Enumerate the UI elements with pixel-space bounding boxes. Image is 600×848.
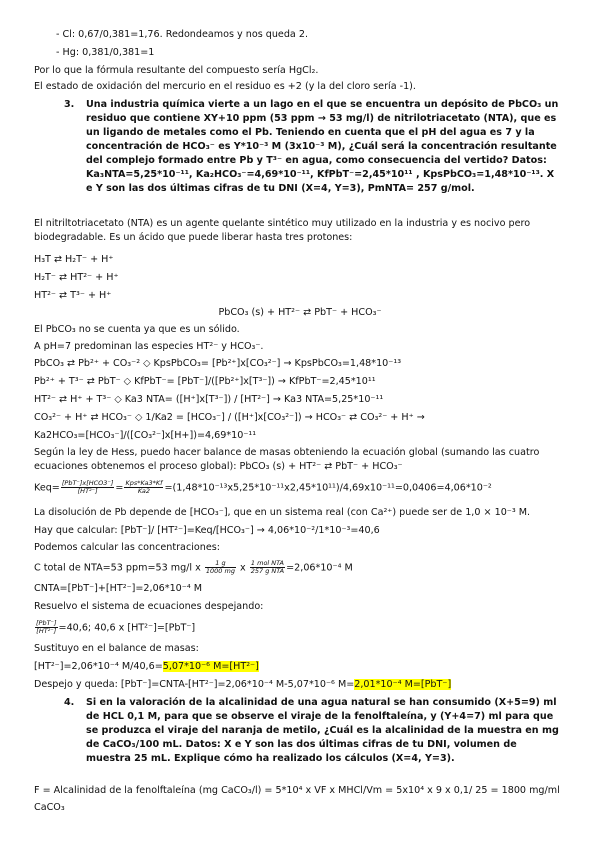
equation-line: HT²⁻ ⇄ H⁺ + T³⁻ ◇ Ka3 NTA= ([H⁺]x[T³⁻]) / [HT²⁻] → Ka3 NTA=5,25*10⁻¹¹: [34, 394, 384, 405]
equation-line: Pb²⁺ + T³⁻ ⇄ PbT⁻ ◇ KfPbT⁻= [PbT⁻]/([Pb²⁺]x[T³⁻]) → KfPbT⁻=2,45*10¹¹: [34, 376, 376, 387]
question-number: 4.: [64, 697, 75, 708]
text-line: A pH=7 predominan las especies HT²⁻ y HCO₃⁻.: [34, 341, 264, 352]
fraction-numerator: 1 g: [205, 560, 236, 568]
keq-formula: [34, 480, 566, 496]
fraction-denominator: Ka2: [137, 487, 151, 495]
highlighted-result: 2,01*10⁻⁴ M=[PbT⁻]: [354, 679, 452, 690]
text-line: Podemos calcular las concentraciones:: [34, 542, 220, 553]
formula-part: Despejo y queda: [PbT⁻]=CNTA-[HT²⁻]=2,06*10⁻⁴ M-5,07*10⁻⁶ M=: [34, 679, 355, 690]
fraction-numerator: [PbT⁻]x[HCO3⁻]: [61, 479, 114, 487]
fraction: [250, 560, 285, 575]
global-equation: PbCO₃ (s) + HT²⁻ ⇄ PbT⁻ + HCO₃⁻: [218, 307, 382, 318]
equals-sign: =: [115, 482, 124, 494]
text-line: Sustituyo en el balance de masas:: [34, 643, 199, 654]
text-line: La disolución de Pb depende de [HCO₃⁻], que en un sistema real (con Ca²⁺) puede ser de 1,0 × 10⁻³ M.: [34, 507, 531, 518]
question-text: Una industria química vierte a un lago en el que se encuentra un depósito de PbCO₃ un residuo que contiene XY+10 ppm (53 ppm → 53 mg/l) de nitrilotriacetato (NTA), que es un ligando de metales como el Pb. Teniendo en cuenta que el pH del agua es 7 y la concentración de HCO₃⁻ es Y*10⁻³ M (3x10⁻³ M), ¿Cuál será la concentración resultante del complejo formado entre Pb y T³⁻ en agua, como consecuencia del vertido? Datos: Ka₃NTA=5,25*10⁻¹¹, Ka₂HCO₃⁻=4,69*10⁻¹¹, KfPbT⁻=2,45*10¹¹ , KpsPbCO₃=1,48*10⁻¹³. X e Y son las dos últimas cifras de tu DNI (X=4, Y=3), PmNTA= 257 g/mol.: [86, 99, 559, 194]
text-line: Por lo que la fórmula resultante del compuesto sería HgCl₂.: [34, 65, 319, 76]
concentration-formula: [34, 560, 566, 576]
text-line: Hay que calcular: [PbT⁻]/ [HT²⁻]=Keq/[HCO₃⁻] → 4,06*10⁻²/1*10⁻³=40,6: [34, 525, 380, 536]
keq-label: Keq=: [34, 482, 60, 494]
equation-line: CO₃²⁻ + H⁺ ⇄ HCO₃⁻ ◇ 1/Ka2 = [HCO₃⁻] / ([H⁺]x[CO₃²⁻]) → HCO₃⁻ ⇄ CO₃²⁻ + H⁺ →: [34, 412, 425, 423]
fraction-numerator: Kps*Ka3*Kf: [125, 479, 163, 487]
question-number: 3.: [64, 99, 75, 110]
fraction: [205, 560, 236, 575]
result-line: [34, 660, 566, 674]
ratio-formula: [34, 620, 566, 636]
formula-part: C total de NTA=53 ppm=53 mg/l x: [34, 562, 201, 574]
question-3: [64, 98, 560, 196]
highlighted-result: 5,07*10⁻⁶ M=[HT²⁻]: [162, 661, 259, 672]
text-line: F = Alcalinidad de la fenolftaleína (mg CaCO₃/l) = 5*10⁴ x VF x MHCl/Vm = 5x10⁴ x 9 x 0,1/ 25 = 1800 mg/ml: [34, 785, 560, 796]
equation-line: PbCO₃ ⇄ Pb²⁺ + CO₃⁻² ◇ KpsPbCO₃= [Pb²⁺]x[CO₃²⁻] → KpsPbCO₃=1,48*10⁻¹³: [34, 358, 402, 369]
equation-line: Ka2HCO₃=[HCO₃⁻]/([CO₃²⁻]x[H+])=4,69*10⁻¹¹: [34, 430, 257, 441]
text-line: Resuelvo el sistema de ecuaciones despejando:: [34, 601, 264, 612]
fraction: [124, 480, 163, 495]
text-line: El estado de oxidación del mercurio en el residuo es +2 (y la del cloro sería -1).: [34, 81, 416, 92]
text-line: El PbCO₃ no se cuenta ya que es un sólido.: [34, 324, 240, 335]
text-line: CaCO₃: [34, 802, 65, 813]
formula-part: =2,06*10⁻⁴ M: [286, 562, 353, 574]
keq-result: =(1,48*10⁻¹³x5,25*10⁻¹¹x2,45*10¹¹)/4,69x10⁻¹¹=0,0406=4,06*10⁻²: [164, 482, 492, 494]
equation-line: H₂T⁻ ⇄ HT²⁻ + H⁺: [34, 272, 119, 283]
fraction-numerator: 1 mol NTA: [250, 559, 284, 567]
question-4: [64, 696, 560, 766]
text-line: - Cl: 0,67/0,381=1,76. Redondeamos y nos queda 2.: [56, 29, 308, 40]
fraction: [61, 480, 115, 495]
question-text: Si en la valoración de la alcalinidad de una agua natural se han consumido (X+5=9) ml de HCL 0,1 M, para que se observe el viraje de la fenolftaleína, y (Y+4=7) ml para que se produzca el viraje del naranja de metilo, ¿Cuál es la alcalinidad de la muestra en mg de CaCO₃/100 mL. Datos: X e Y son las dos últimas cifras de tu DNI, volumen de muestra 25 mL. Explique cómo ha realizado los cálculos (X=4, Y=3).: [86, 697, 559, 764]
formula-part: =40,6; 40,6 x [HT²⁻]=[PbT⁻]: [58, 622, 196, 634]
text-line: CNTA=[PbT⁻]+[HT²⁻]=2,06*10⁻⁴ M: [34, 583, 203, 594]
formula-part: x: [240, 562, 246, 574]
fraction-denominator: 257 g NTA: [250, 567, 285, 575]
fraction: [35, 620, 58, 635]
fraction-denominator: 1000 mg: [205, 567, 235, 575]
formula-part: [HT²⁻]=2,06*10⁻⁴ M/40,6=: [34, 661, 163, 672]
fraction-denominator: [HT²⁻]: [77, 487, 98, 495]
fraction-numerator: [PbT⁻]: [36, 619, 57, 627]
result-line: [34, 678, 566, 692]
equation-line: HT²⁻ ⇄ T³⁻ + H⁺: [34, 290, 112, 301]
equation-line: H₃T ⇄ H₂T⁻ + H⁺: [34, 254, 114, 265]
paragraph: Según la ley de Hess, puedo hacer balance de masas obteniendo la ecuación global (sumando las cuatro ecuaciones obtenemos el proceso global): PbCO₃ (s) + HT²⁻ ⇄ PbT⁻ + HCO₃⁻: [34, 447, 540, 472]
text-line: - Hg: 0,381/0,381=1: [56, 47, 155, 58]
fraction-denominator: [HT²⁻]: [36, 627, 57, 635]
paragraph: El nitriltotriacetato (NTA) es un agente quelante sintético muy utilizado en la industria y es nocivo pero biodegradable. Es un ácido que puede liberar hasta tres protones:: [34, 218, 531, 243]
